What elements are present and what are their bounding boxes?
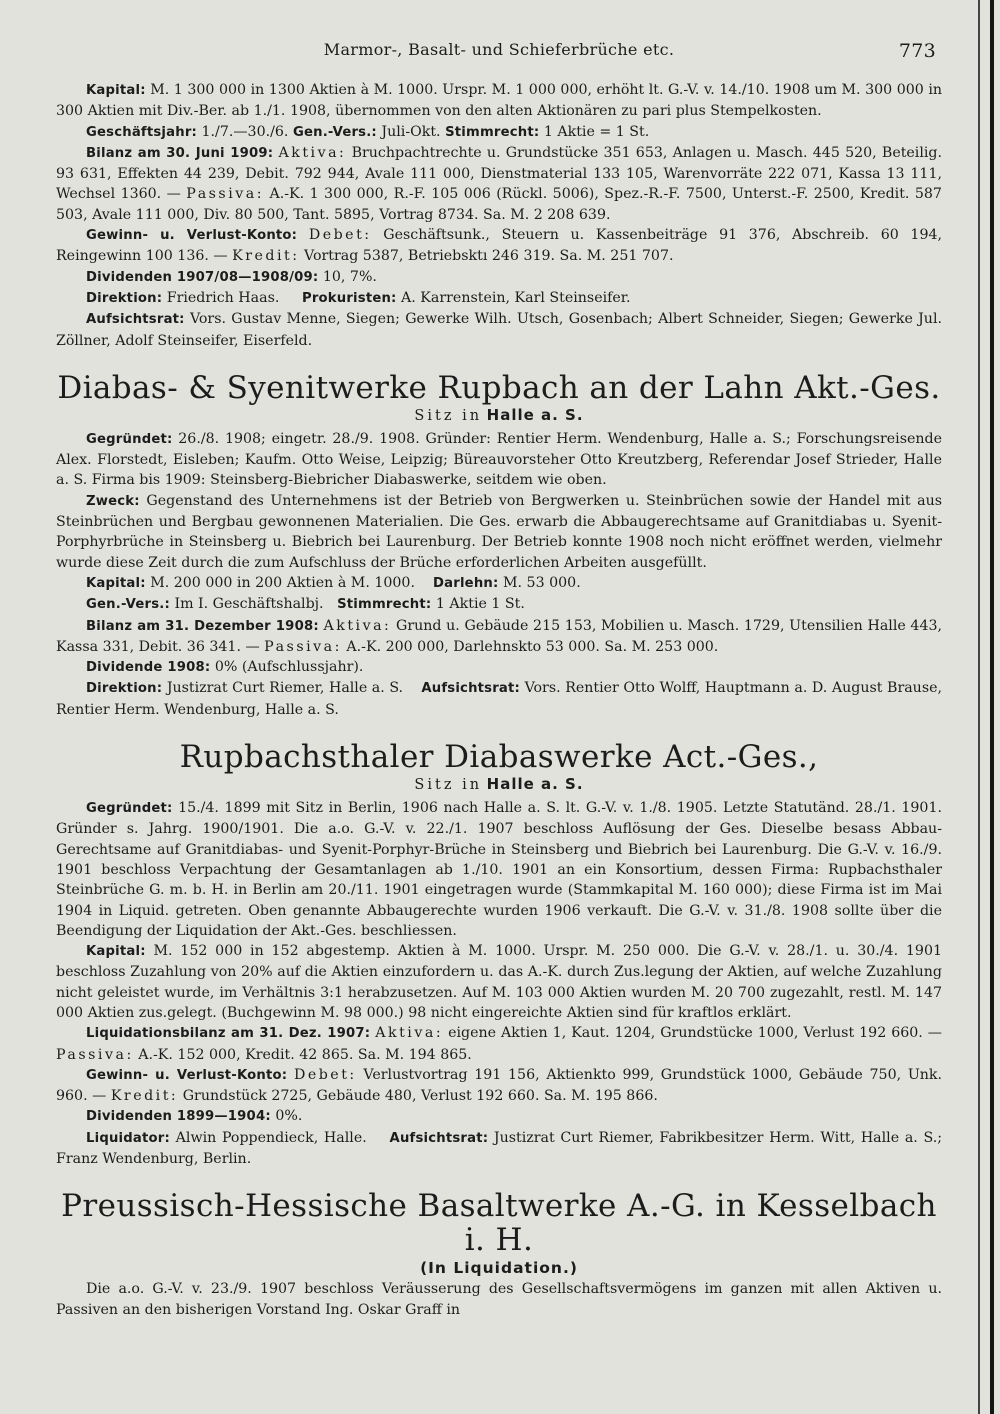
paragraph-direktion — [56, 678, 942, 720]
entry-rupbachsthaler — [56, 740, 942, 1169]
paragraph-direktion — [56, 288, 942, 309]
text-aufsichtsrat: Justizrat Curt Riemer, Fabrikbesitzer Herm. Witt, Halle a. S.; Franz Wendenburg, Berlin. — [56, 1129, 942, 1168]
seat-label: Sitz in — [414, 407, 483, 424]
text-aufsichtsrat: Vors. Gustav Menne, Siegen; Gewerke Wilh. Utsch, Gosenbach; Albert Schneider, Siegen; Gewerke Jul. Zöllner, Adolf Steinseifer, Eiserfeld. — [56, 311, 942, 349]
label-aufsichtsrat: Aufsichtsrat: — [86, 312, 185, 328]
text-gen-vers: Juli-Okt. — [381, 123, 441, 140]
paragraph-geschaeftsjahr — [56, 122, 942, 143]
company-title: Rupbachsthaler Diabaswerke Act.-Ges., — [179, 739, 819, 776]
text-gen-vers: Im I. Geschäftshalbj. — [174, 596, 324, 613]
paragraph-dividenden — [56, 267, 942, 288]
text-zweck: Gegenstand des Unternehmens ist der Betrieb von Bergwerken u. Steinbrüchen sowie der Handel mit aus Steinbrüchen und Bergbau gewonnenen Materialien. Die Ges. erwarb die Abbaugerechtsame auf Granitdiabas u. Syenit-Porphyrbrüche in Steinsberg u. Biebrich bei Laurenburg. Der Betrieb konnte 1908 noch nicht eröffnet werden, vielmehr wurde diese Zeit durch die zum Aufschluss der Brüche erforderlichen Arbeiten ausgefüllt. — [56, 492, 943, 571]
paragraph-dividende — [56, 657, 942, 678]
text-stimmrecht: 1 Aktie = 1 St. — [543, 123, 650, 140]
label-kredit: Kredit: — [232, 248, 300, 265]
label-liquidator: Liquidator: — [86, 1130, 170, 1146]
text-aufsichtsrat: Vors. Rentier Otto Wolff, Hauptmann a. D. August Brause, Rentier Herm. Wendenburg, Halle a. S. — [56, 680, 943, 718]
paragraph-gewinn-verlust — [56, 1065, 942, 1107]
label-aktiva: Aktiva: — [323, 617, 392, 634]
running-title: Marmor-, Basalt- und Schieferbrüche etc. — [323, 40, 675, 59]
paragraph-liquidationsbilanz — [56, 1023, 942, 1065]
paragraph-bilanz — [56, 143, 942, 225]
paragraph-kapital — [56, 941, 942, 1023]
label-kapital: Kapital: — [86, 944, 146, 960]
label-aktiva: Aktiva: — [278, 144, 347, 161]
label-passiva: Passiva: — [186, 186, 265, 203]
company-title: Diabas- & Syenitwerke Rupbach an der Lahn Akt.-Ges. — [57, 369, 941, 406]
text-aktiva: Grund u. Gebäude 215 153, Mobilien u. Masch. 1729, Utensilien Halle 443, Kassa 331, Debit. 36 341. — — [56, 617, 943, 655]
label-kredit: Kredit: — [110, 1088, 179, 1105]
text-passiva: A.-K. 1 300 000, R.-F. 105 006 (Rückl. 5006), Spez.-R.-F. 7500, Unterst.-F. 2500, Kredit. 587 503, Avale 111 000, Div. 80 500, Tant. 5895, Vortrag 8734. Sa. M. 2 208 639. — [56, 186, 942, 223]
paragraph-kapital — [56, 573, 942, 594]
label-bilanz: Bilanz am 30. Juni 1909: — [86, 145, 274, 161]
seat-label: Sitz in — [414, 777, 483, 794]
text-aktiva: Bruchpachtrechte u. Grundstücke 351 653, Anlagen u. Masch. 445 520, Beteilig. 93 631, Effekten 44 239, Debit. 792 944, Avale 111 000, Dienstmaterial 133 105, Warenvorräte 222 071, Kassa 13 111, Wechsel 1360. — — [56, 144, 943, 203]
paragraph-kapital — [56, 80, 942, 122]
label-kapital: Kapital: — [86, 83, 146, 98]
text-darlehn: M. 53 000. — [503, 574, 581, 591]
text-gegruendet: 26./8. 1908; eingetr. 28./9. 1908. Gründer: Rentier Herm. Wendenburg, Halle a. S.; Forschungsreisende Alex. Florstedt, Eisleben; Kaufm. Otto Weise, Leipzig; Büreauvorsteher Otto Kreutzberg, Referendar Josef Strieder, Halle a. S. Firma bis 1909: Steinsberg-Biebricher Diabaswerke, seitdem wie oben. — [56, 430, 943, 489]
text-passiva: A.-K. 152 000, Kredit. 42 865. Sa. M. 194 865. — [138, 1046, 472, 1063]
paragraph-gen-vers — [56, 594, 942, 615]
label-kapital: Kapital: — [86, 575, 146, 591]
text-dividenden: 0%. — [275, 1108, 303, 1125]
text-stimmrecht: 1 Aktie 1 St. — [435, 596, 525, 613]
paragraph-zweck — [56, 491, 942, 573]
label-stimmrecht: Stimmrecht: — [445, 124, 540, 140]
company-title: Preussisch-Hessische Basaltwerke A.-G. in Kesselbach i. H. — [61, 1188, 937, 1259]
text-kapital: M. 200 000 in 200 Aktien à M. 1000. — [150, 574, 415, 591]
paragraph-gegruendet — [56, 798, 942, 941]
text-debet: Verlustvortrag 191 156, Aktienkto 999, Grundstück 1000, Gebäude 750, Unk. 960. — — [56, 1066, 943, 1105]
label-aufsichtsrat: Aufsichtsrat: — [421, 681, 520, 697]
entry-preussisch-hessische — [56, 1189, 942, 1320]
text-liquidator: Alwin Poppendieck, Halle. — [175, 1129, 367, 1146]
liquidation-status: (In Liquidation.) — [420, 1259, 578, 1278]
paragraph-bilanz — [56, 616, 942, 658]
label-gegruendet: Gegründet: — [86, 801, 173, 817]
label-debet: Debet: — [293, 1066, 357, 1083]
text-prokuristen: A. Karrenstein, Karl Steinseifer. — [401, 289, 631, 306]
text-debet: Geschäftsunk., Steuern u. Kassenbeiträge 91 376, Abschreib. 60 194, Reingewinn 100 136. — — [56, 227, 943, 265]
page-number: 773 — [898, 40, 936, 62]
label-stimmrecht: Stimmrecht: — [337, 597, 432, 613]
label-direktion: Direktion: — [86, 290, 163, 306]
label-aufsichtsrat: Aufsichtsrat: — [389, 1130, 489, 1146]
label-zweck: Zweck: — [86, 493, 140, 509]
scan-border-edge — [990, 0, 994, 1414]
entry-diabas-syenitwerke — [56, 371, 942, 720]
paragraph-dividenden — [56, 1106, 942, 1127]
paragraph-liquidator — [56, 1128, 942, 1170]
label-passiva: Passiva: — [264, 638, 342, 655]
label-gewinn-verlust: Gewinn- u. Verlust-Konto: — [86, 228, 298, 244]
label-direktion: Direktion: — [86, 681, 163, 697]
label-dividenden: Dividenden 1899—1904: — [86, 1109, 271, 1125]
text-geschaeftsjahr: 1./7.—30./6. — [201, 123, 289, 140]
label-gegruendet: Gegründet: — [86, 431, 173, 447]
text-gegruendet: 15./4. 1899 mit Sitz in Berlin, 1906 nach Halle a. S. lt. G.-V. v. 1./8. 1905. Letzte Statutänd. 28./1. 1901. Gründer s. Jahrg. 1900/1901. Die a.o. G.-V. v. 22./1. 1907 beschloss Auflösung der Ges. Dieselbe besass Abbau-Gerechtsame auf Granitdiabas- und Syenit-Porphyr-Brüche in Steinsberg und Biebrich bei Laurenburg. Die G.-V. v. 16./9. 1901 beschloss Verpachtung der Gesamtanlagen ab 1./10. 1901 an ein Konsortium, dessen Firma: Rupbachsthaler Steinbrüche G. m. b. H. in Berlin am 20./11. 1901 eingetragen wurde (Stammkapital M. 160 000); diese Firma ist im Mai 1904 in Liquid. getreten. Oben genannte Abbaugerechte wurden 1906 verkauft. Die G.-V. v. 31./8. 1908 sollte über die Beendigung der Liquidation der Akt.-Ges. beschliessen. — [56, 800, 942, 939]
text-kredit: Grundstück 2725, Gebäude 480, Verlust 192 660. Sa. M. 195 866. — [182, 1088, 658, 1105]
seat-city: Halle a. S. — [486, 405, 584, 424]
paragraph-aufsichtsrat — [56, 309, 942, 351]
text-direktion: Friedrich Haas. — [166, 289, 280, 306]
entry-continued — [56, 80, 942, 351]
label-bilanz: Bilanz am 31. Dezember 1908: — [86, 618, 319, 634]
text-aktiva: eigene Aktien 1, Kaut. 1204, Grundstücke 1000, Verlust 192 660. — — [448, 1025, 942, 1042]
scan-border-line — [978, 0, 980, 1414]
label-aktiva: Aktiva: — [375, 1025, 444, 1042]
text-passiva: A.-K. 200 000, Darlehnskto 53 000. Sa. M. 253 000. — [346, 638, 719, 655]
label-debet: Debet: — [308, 227, 372, 244]
label-dividende: Dividende 1908: — [86, 660, 211, 676]
label-darlehn: Darlehn: — [433, 575, 499, 591]
label-passiva: Passiva: — [56, 1046, 134, 1063]
text-direktion: Justizrat Curt Riemer, Halle a. S. — [166, 680, 404, 697]
paragraph-gewinn-verlust — [56, 225, 942, 267]
label-prokuristen: Prokuristen: — [301, 290, 397, 306]
text-dividende: 0% (Aufschlussjahr). — [214, 659, 364, 676]
text-kredit: Vortrag 5387, Betriebsktı 246 319. Sa. M. 251 707. — [304, 248, 674, 265]
label-liquidationsbilanz: Liquidationsbilanz am 31. Dez. 1907: — [86, 1026, 371, 1042]
seat-city: Halle a. S. — [486, 775, 584, 794]
text-dividenden: 10, 7%. — [322, 268, 377, 285]
label-geschaeftsjahr: Geschäftsjahr: — [86, 124, 197, 140]
label-gewinn-verlust: Gewinn- u. Verlust-Konto: — [86, 1067, 288, 1083]
text-kapital: M. 1 300 000 in 1300 Aktien à M. 1000. Urspr. M. 1 000 000, erhöht lt. G.-V. v. 14./10. 1908 um M. 300 000 in 300 Aktien mit Div.-Ber. ab 1./1. 1908, übernommen von den alten Aktionären zu pari plus Stempelkosten. — [56, 82, 943, 120]
page-header — [56, 30, 942, 80]
company-seat — [56, 405, 942, 426]
label-gen-vers: Gen.-Vers.: — [292, 124, 377, 140]
text-kapital: M. 152 000 in 152 abgestemp. Aktien à M. 1000. Urspr. M. 250 000. Die G.-V. v. 28./1. u. 30./4. 1901 beschloss Zuzahlung von 20% auf die Aktien einzufordern u. das A.-K. durch Zus.legung der Aktien, auf welche Zuzahlung nicht geleistet wurde, im Verhältnis 3:1 herabzusetzen. Auf M. 103 000 Aktien wurden M. 20 700 zugezahlt, restl. M. 147 000 Aktien zus.gelegt. (Buchgewinn M. 98 000.) 98 nicht eingereichte Aktien sind für kraftlos erklärt. — [56, 943, 942, 1021]
label-gen-vers: Gen.-Vers.: — [86, 597, 170, 613]
paragraph-gegruendet — [56, 429, 942, 491]
paragraph-text: Die a.o. G.-V. v. 23./9. 1907 beschloss Veräusserung des Gesellschaftsvermögens im ganzen mit allen Aktiven u. Passiven an den bisherigen Vorstand Ing. Oskar Graff in — [56, 1281, 942, 1318]
company-seat — [56, 774, 942, 795]
label-dividenden: Dividenden 1907/08—1908/09: — [86, 269, 319, 285]
